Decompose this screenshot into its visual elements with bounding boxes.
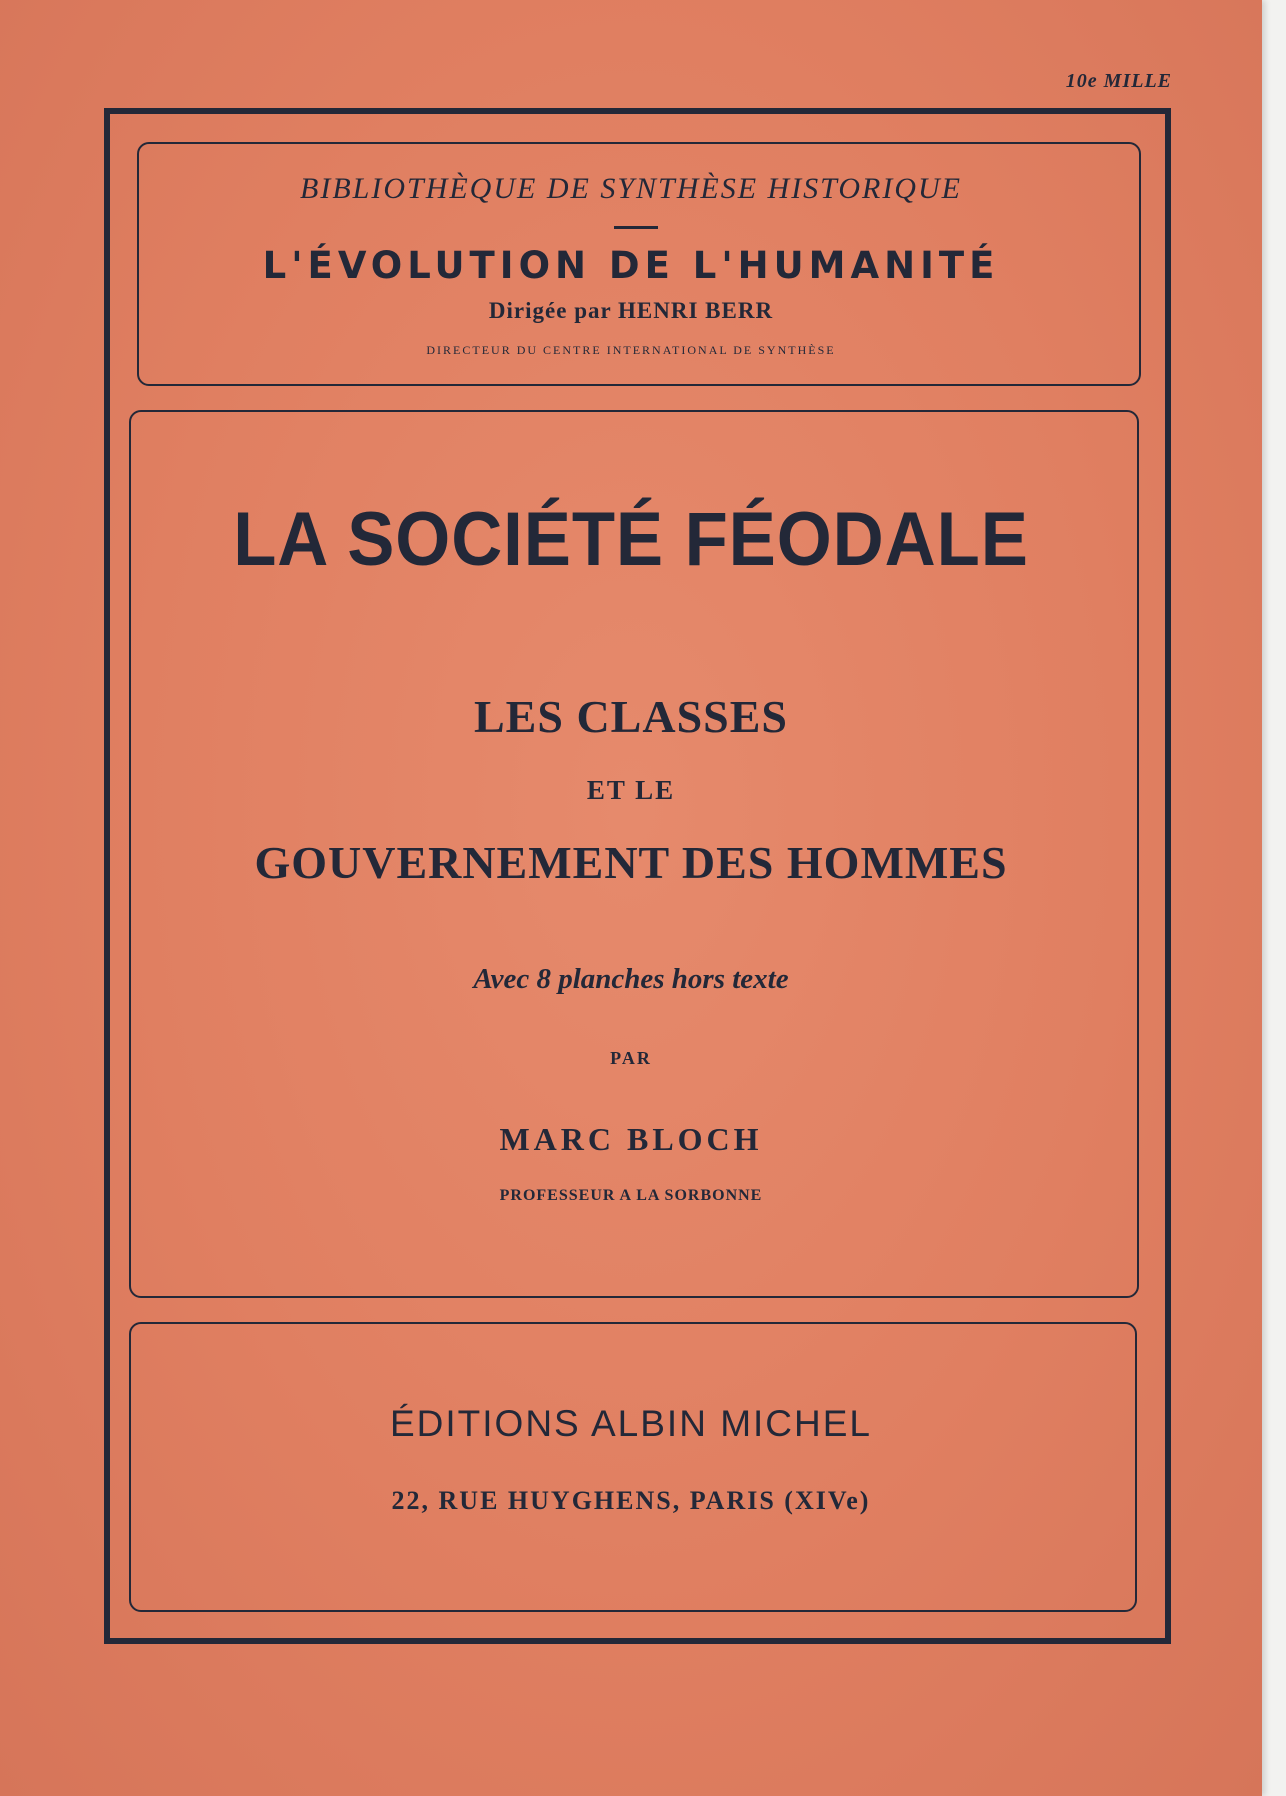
by-label: PAR [610, 1048, 652, 1068]
series-divider [614, 226, 658, 229]
subtitle-line-3: GOUVERNEMENT DES HOMMES [254, 837, 1008, 888]
series-director: Dirigée par HENRI BERR [488, 298, 774, 323]
subtitle-line-1: LES CLASSES [474, 691, 788, 742]
book-title: LA SOCIÉTÉ FÉODALE [233, 497, 1029, 582]
series-director-role: DIRECTEUR DU CENTRE INTERNATIONAL DE SYNTHÈSE [426, 343, 836, 357]
series-collection: L'ÉVOLUTION DE L'HUMANITÉ [262, 244, 1000, 287]
series-library: BIBLIOTHÈQUE DE SYNTHÈSE HISTORIQUE [300, 172, 962, 205]
subtitle-line-2: ET LE [586, 775, 676, 805]
publisher-box [129, 1322, 1137, 1612]
plates-note: Avec 8 planches hors texte [473, 963, 789, 995]
publisher-name: ÉDITIONS ALBIN MICHEL [390, 1403, 872, 1444]
author-role: PROFESSEUR A LA SORBONNE [499, 1187, 763, 1204]
author-name: MARC BLOCH [499, 1121, 763, 1157]
publisher-address: 22, RUE HUYGHENS, PARIS (XIVe) [391, 1486, 871, 1515]
edition-mark: 10e MILLE [1065, 70, 1172, 92]
